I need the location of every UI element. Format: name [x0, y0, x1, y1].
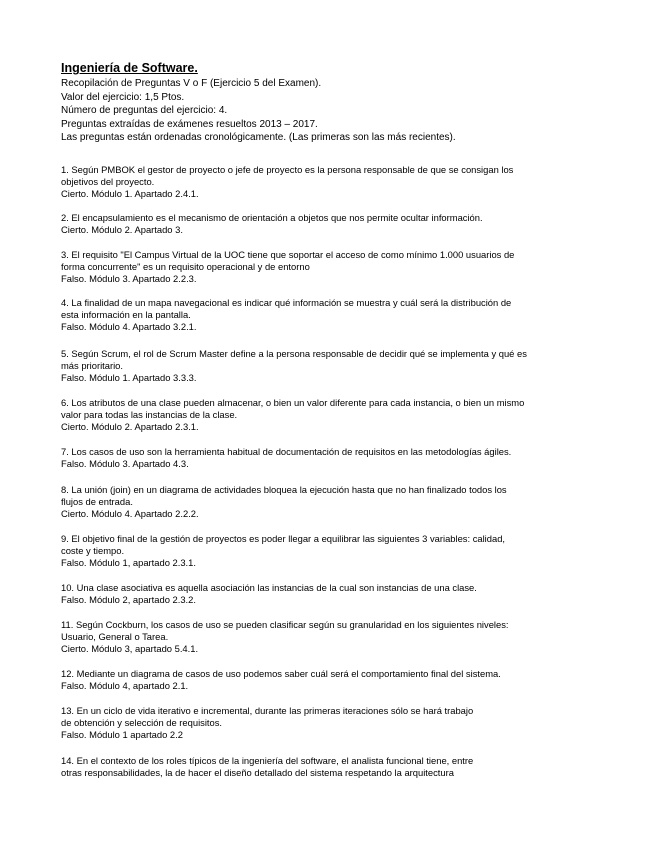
question-6: [61, 397, 601, 433]
question-answer: Falso. Módulo 3. Apartado 4.3.: [61, 458, 189, 469]
question-answer: Cierto. Módulo 1. Apartado 2.4.1.: [61, 188, 199, 199]
question-text: objetivos del proyecto.: [61, 176, 155, 187]
question-text: 7. Los casos de uso son la herramienta habitual de documentación de requisitos en las metodologías ágiles.: [61, 446, 512, 457]
question-8: [61, 484, 601, 520]
question-text: más prioritario.: [61, 360, 123, 371]
question-2: [61, 212, 601, 236]
question-text: de obtención y selección de requisitos.: [61, 717, 223, 728]
intro-line: Preguntas extraídas de exámenes resueltos 2013 – 2017.: [61, 118, 318, 130]
intro-line: Número de preguntas del ejercicio: 4.: [61, 105, 228, 117]
question-answer: Falso. Módulo 1. Apartado 3.3.3.: [61, 372, 197, 383]
intro-block: [61, 77, 621, 145]
question-text: coste y tiempo.: [61, 545, 125, 556]
question-answer: Falso. Módulo 1 apartado 2.2: [61, 729, 183, 740]
question-1: [61, 164, 601, 200]
question-13: [61, 705, 601, 741]
question-answer: Falso. Módulo 4, apartado 2.1.: [61, 680, 189, 691]
question-text: 8. La unión (join) en un diagrama de actividades bloquea la ejecución hasta que no han finalizado todos los: [61, 484, 507, 495]
question-answer: Falso. Módulo 2, apartado 2.3.2.: [61, 594, 196, 605]
question-text: Usuario, General o Tarea.: [61, 631, 169, 642]
question-5: [61, 348, 601, 384]
question-text: 1. Según PMBOK el gestor de proyecto o jefe de proyecto es la persona responsable de que se consigan los: [61, 164, 514, 175]
question-text: 12. Mediante un diagrama de casos de uso podemos saber cuál será el comportamiento final del sistema.: [61, 668, 501, 679]
question-text: 6. Los atributos de una clase pueden almacenar, o bien un valor diferente para cada instancia, o bien un mismo: [61, 397, 525, 408]
question-text: valor para todas las instancias de la clase.: [61, 409, 238, 420]
question-text: otras responsabilidades, la de hacer el diseño detallado del sistema respetando la arquitectura: [61, 767, 454, 778]
intro-line: Recopilación de Preguntas V o F (Ejercicio 5 del Examen).: [61, 78, 322, 89]
question-7: [61, 446, 601, 470]
intro-line: Las preguntas están ordenadas cronológicamente. (Las primeras son las más recientes).: [61, 132, 456, 144]
question-text: 14. En el contexto de los roles típicos de la ingeniería del software, el analista funcional tiene, entre: [61, 755, 474, 766]
question-text: 9. El objetivo final de la gestión de proyectos es poder llegar a equilibrar las siguientes 3 variables: calidad,: [61, 533, 506, 544]
question-answer: Falso. Módulo 4. Apartado 3.2.1.: [61, 321, 197, 332]
question-text: 13. En un ciclo de vida iterativo e incremental, durante las primeras iteraciones sólo se hará trabajo: [61, 705, 474, 716]
question-answer: Falso. Módulo 3. Apartado 2.2.3.: [61, 273, 197, 284]
question-4: [61, 297, 601, 333]
question-answer: Cierto. Módulo 3, apartado 5.4.1.: [61, 643, 199, 654]
question-answer: Cierto. Módulo 2. Apartado 2.3.1.: [61, 421, 199, 432]
question-3: [61, 249, 601, 285]
question-14: [61, 755, 601, 779]
question-text: flujos de entrada.: [61, 496, 133, 507]
question-answer: Cierto. Módulo 2. Apartado 3.: [61, 224, 183, 235]
question-text: 11. Según Cockburn, los casos de uso se pueden clasificar según su granularidad en los siguientes niveles:: [61, 619, 509, 630]
question-9: [61, 533, 601, 569]
question-12: [61, 668, 601, 692]
question-text: 2. El encapsulamiento es el mecanismo de orientación a objetos que nos permite ocultar información.: [61, 212, 483, 223]
question-10: [61, 582, 601, 606]
question-text: 3. El requisito "El Campus Virtual de la UOC tiene que soportar el acceso de como mínimo 1.000 usuarios de: [61, 249, 515, 260]
question-answer: Falso. Módulo 1, apartado 2.3.1.: [61, 557, 196, 568]
document-title: Ingeniería de Software.: [61, 61, 198, 75]
question-text: 4. La finalidad de un mapa navegacional es indicar qué información se muestra y cuál será la distribución de: [61, 297, 512, 308]
question-answer: Cierto. Módulo 4. Apartado 2.2.2.: [61, 508, 199, 519]
question-text: esta información en la pantalla.: [61, 309, 191, 320]
question-text: 10. Una clase asociativa es aquella asociación las instancias de la cual son instancias de una clase.: [61, 582, 477, 593]
question-text: forma concurrente" es un requisito operacional y de entorno: [61, 261, 310, 272]
intro-line: Valor del ejercicio: 1,5 Ptos.: [61, 91, 185, 103]
question-text: 5. Según Scrum, el rol de Scrum Master define a la persona responsable de decidir qué se implementa y qué es: [61, 348, 527, 359]
question-11: [61, 619, 601, 655]
